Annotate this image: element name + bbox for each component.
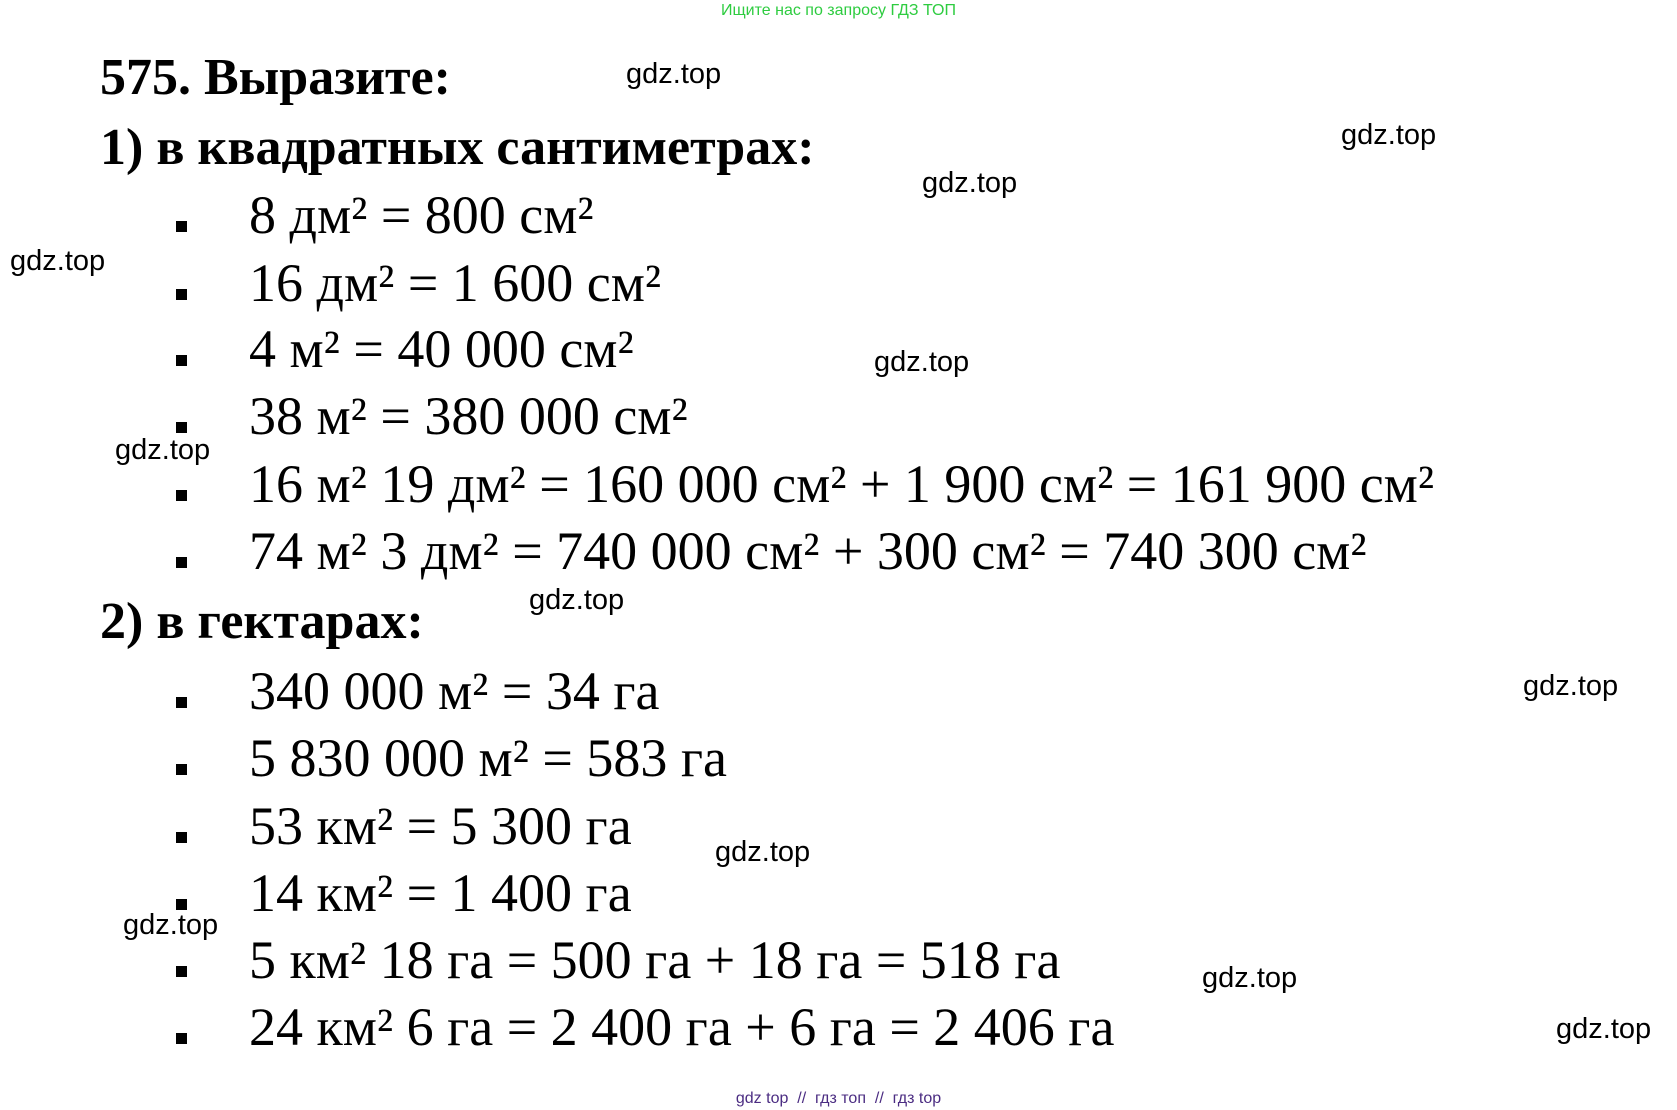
list-item: 14 км² = 1 400 га — [176, 866, 632, 920]
list-item: 16 дм² = 1 600 см² — [176, 256, 661, 310]
watermark: gdz.top — [922, 167, 1018, 199]
watermark: gdz.top — [529, 584, 625, 616]
bullet-icon — [176, 557, 187, 568]
list-item: 5 830 000 м² = 583 га — [176, 731, 727, 785]
list-item: 38 м² = 380 000 см² — [176, 389, 688, 443]
bullet-icon — [176, 697, 187, 708]
bullet-icon — [176, 832, 187, 843]
list-item: 5 км² 18 га = 500 га + 18 га = 518 га — [176, 933, 1060, 987]
list-item: 74 м² 3 дм² = 740 000 см² + 300 см² = 740 300 см² — [176, 524, 1367, 578]
top-banner: Ищите нас по запросу ГДЗ ТОП — [721, 2, 956, 19]
watermark: gdz.top — [874, 346, 970, 378]
watermark: gdz.top — [1556, 1013, 1652, 1045]
exercise-title: 575. Выразите: — [100, 49, 451, 106]
bullet-icon — [176, 490, 187, 501]
watermark: gdz.top — [10, 245, 106, 277]
watermark: gdz.top — [115, 434, 211, 466]
bullet-icon — [176, 355, 187, 366]
bullet-icon — [176, 221, 187, 232]
part1-heading: 1) в квадратных сантиметрах: — [100, 119, 815, 176]
list-item: 340 000 м² = 34 га — [176, 664, 659, 718]
watermark: gdz.top — [123, 909, 219, 941]
watermark: gdz.top — [715, 836, 811, 868]
bullet-icon — [176, 289, 187, 300]
list-item: 53 км² = 5 300 га — [176, 799, 632, 853]
bullet-icon — [176, 422, 187, 433]
bullet-icon — [176, 764, 187, 775]
list-item: 8 дм² = 800 см² — [176, 188, 594, 242]
list-item: 24 км² 6 га = 2 400 га + 6 га = 2 406 га — [176, 1000, 1114, 1054]
list-item: 4 м² = 40 000 см² — [176, 322, 634, 376]
list-item: 16 м² 19 дм² = 160 000 см² + 1 900 см² = 161 900 см² — [176, 457, 1434, 511]
watermark: gdz.top — [1523, 670, 1619, 702]
watermark: gdz.top — [1202, 962, 1298, 994]
watermark: gdz.top — [1341, 119, 1437, 151]
watermark: gdz.top — [626, 58, 722, 90]
part2-heading: 2) в гектарах: — [100, 593, 424, 650]
footer: gdz top // гдз топ // гдз top — [735, 1090, 942, 1107]
bullet-icon — [176, 1033, 187, 1044]
bullet-icon — [176, 966, 187, 977]
